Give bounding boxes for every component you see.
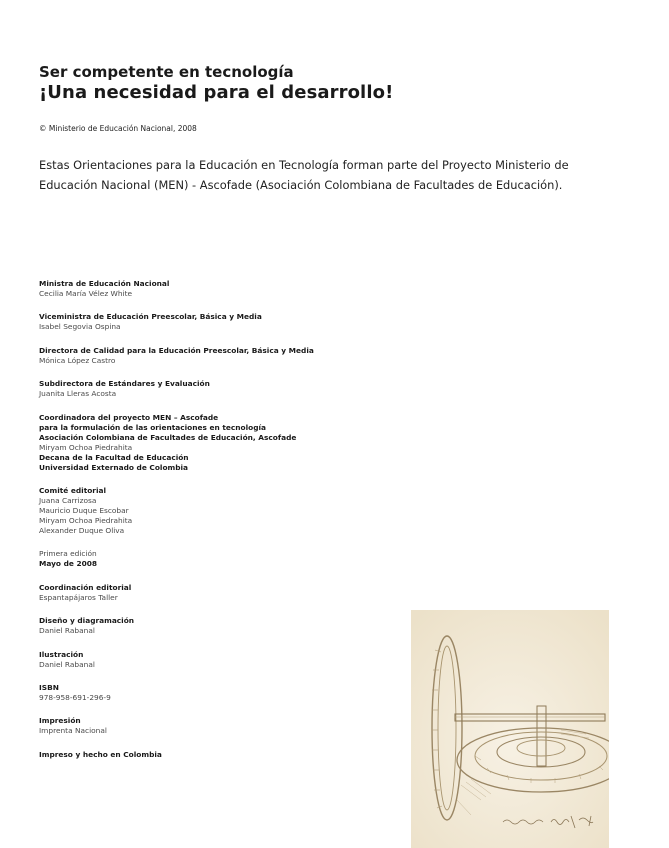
credit-group <box>39 549 399 569</box>
credit-name: Imprenta Nacional <box>39 726 107 736</box>
credit-group <box>39 583 399 603</box>
credits-list <box>39 279 399 773</box>
credit-role: Ministra de Educación Nacional <box>39 279 170 288</box>
credit-role: Directora de Calidad para la Educación Preescolar, Básica y Media <box>39 345 314 355</box>
copyright-notice: © Ministerio de Educación Nacional, 2008 <box>39 124 197 133</box>
credit-group <box>39 616 399 636</box>
credit-role: Impreso y hecho en Colombia <box>39 749 162 759</box>
credit-group <box>39 279 399 299</box>
credit-name: Isabel Segovia Ospina <box>39 322 121 332</box>
credit-group <box>39 312 399 332</box>
credit-group <box>39 486 399 536</box>
credit-role: Diseño y diagramación <box>39 616 135 626</box>
credit-group <box>39 716 399 736</box>
credit-group <box>39 413 399 473</box>
credit-group <box>39 683 399 703</box>
credit-name: 978-958-691-296-9 <box>39 692 111 702</box>
credit-name: Miryam Ochoa Piedrahita <box>39 442 133 452</box>
credit-role: Universidad Externado de Colombia <box>39 462 189 472</box>
credit-name: Cecilia María Vélez White <box>39 289 133 298</box>
credit-name: Juana Carrizosa <box>39 495 97 505</box>
title-line-1: Ser competente en tecnología <box>39 63 294 81</box>
credit-name: Miryam Ochoa Piedrahita <box>39 515 133 525</box>
credit-role: Coordinadora del proyecto MEN – Ascofade <box>39 412 219 422</box>
credit-role: ISBN <box>39 682 59 692</box>
credit-group <box>39 650 399 670</box>
credit-name: Daniel Rabanal <box>39 659 95 669</box>
credit-name: Mónica López Castro <box>39 355 116 365</box>
credit-group <box>39 346 399 366</box>
credit-role: Mayo de 2008 <box>39 559 98 569</box>
credit-role: para la formulación de las orientaciones en tecnología <box>39 422 267 432</box>
credit-role: Comité editorial <box>39 485 106 495</box>
intro-paragraph: Estas Orientaciones para la Educación en Tecnología forman parte del Proyecto Ministerio de Educación Nacional (MEN) - Ascofade (Asociación Colombiana de Facultades de Educación). <box>39 158 569 192</box>
credit-role: Subdirectora de Estándares y Evaluación <box>39 379 210 389</box>
credit-role: Coordinación editorial <box>39 582 132 592</box>
title-line-2: ¡Una necesidad para el desarrollo! <box>39 82 394 103</box>
credit-name: Alexander Duque Oliva <box>39 525 125 535</box>
credit-role: Viceministra de Educación Preescolar, Básica y Media <box>39 312 262 322</box>
credit-name: Mauricio Duque Escobar <box>39 505 129 515</box>
credit-name: Espantapájaros Taller <box>39 592 118 602</box>
credit-role: Asociación Colombiana de Facultades de Educación, Ascofade <box>39 432 297 442</box>
mechanical-sketch-image <box>411 610 609 848</box>
credit-name: Daniel Rabanal <box>39 626 95 636</box>
credit-name: Primera edición <box>39 549 97 559</box>
credit-role: Impresión <box>39 716 81 726</box>
credit-role: Decana de la Facultad de Educación <box>39 452 189 462</box>
title-block <box>39 62 393 104</box>
credit-name: Juanita Lleras Acosta <box>39 389 117 399</box>
credit-group <box>39 379 399 399</box>
credit-group <box>39 750 399 760</box>
credit-role: Ilustración <box>39 649 84 659</box>
sketch-illustration <box>411 610 609 848</box>
